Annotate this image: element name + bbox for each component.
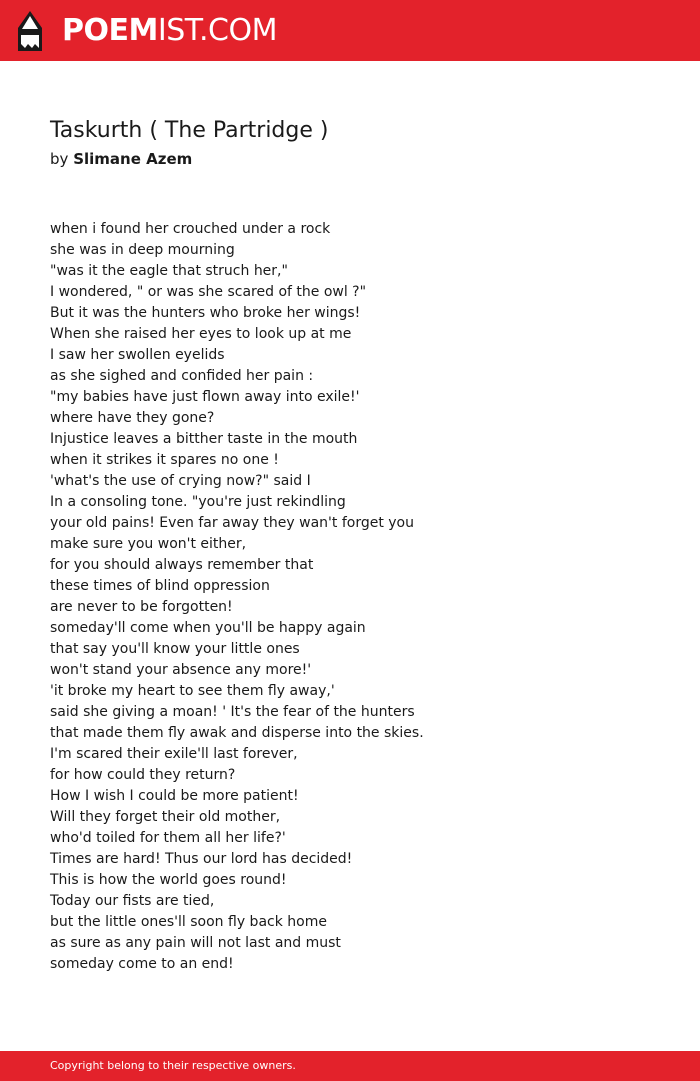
poem-line: won't stand your absence any more!' bbox=[50, 662, 312, 678]
poem-line: but the little ones'll soon fly back home bbox=[50, 914, 327, 930]
poem-line: your old pains! Even far away they wan't forget you bbox=[50, 515, 414, 531]
by-label: by bbox=[50, 150, 69, 168]
poem-line: that made them fly awak and disperse into the skies. bbox=[50, 725, 424, 741]
poem-line: make sure you won't either, bbox=[50, 536, 247, 552]
poem-line: when i found her crouched under a rock bbox=[50, 221, 331, 237]
poem-line: Today our fists are tied, bbox=[50, 893, 215, 909]
poem-line: I wondered, " or was she scared of the owl ?" bbox=[50, 284, 367, 300]
poem-line: who'd toiled for them all her life?' bbox=[50, 830, 286, 846]
poem-line: Will they forget their old mother, bbox=[50, 809, 281, 825]
site-logo[interactable] bbox=[62, 12, 277, 50]
logo-bold-text: POEM bbox=[62, 13, 158, 48]
poem-line: "was it the eagle that struch her," bbox=[50, 263, 288, 279]
poem-line: How I wish I could be more patient! bbox=[50, 788, 299, 804]
poem-line: someday'll come when you'll be happy again bbox=[50, 620, 366, 636]
site-header bbox=[0, 0, 700, 61]
poem-line: as sure as any pain will not last and must bbox=[50, 935, 341, 951]
poem-line: these times of blind oppression bbox=[50, 578, 270, 594]
poem-body bbox=[50, 219, 650, 975]
poem-line: "my babies have just flown away into exile!' bbox=[50, 389, 360, 405]
site-footer bbox=[0, 1051, 700, 1081]
poem-line: said she giving a moan! ' It's the fear of the hunters bbox=[50, 704, 415, 720]
poem-line: for you should always remember that bbox=[50, 557, 314, 573]
logo-light-text: IST.COM bbox=[157, 13, 277, 48]
poem-line: But it was the hunters who broke her wings! bbox=[50, 305, 361, 321]
poem-line: Injustice leaves a bitther taste in the mouth bbox=[50, 431, 358, 447]
poem-line: This is how the world goes round! bbox=[50, 872, 287, 888]
poem-line: for how could they return? bbox=[50, 767, 236, 783]
poem-line: When she raised her eyes to look up at me bbox=[50, 326, 352, 342]
poem-title: Taskurth ( The Partridge ) bbox=[50, 118, 329, 143]
poem-line: someday come to an end! bbox=[50, 956, 234, 972]
poem-line: I'm scared their exile'll last forever, bbox=[50, 746, 298, 762]
poem-line: I saw her swollen eyelids bbox=[50, 347, 225, 363]
poem-line: where have they gone? bbox=[50, 410, 215, 426]
poem-line: when it strikes it spares no one ! bbox=[50, 452, 279, 468]
poem-line: that say you'll know your little ones bbox=[50, 641, 300, 657]
byline bbox=[50, 148, 192, 170]
author-name[interactable]: Slimane Azem bbox=[73, 150, 193, 168]
poem-line: 'it broke my heart to see them fly away,' bbox=[50, 683, 335, 699]
poem-line: 'what's the use of crying now?" said I bbox=[50, 473, 311, 489]
poem-line: are never to be forgotten! bbox=[50, 599, 233, 615]
pen-nib-icon bbox=[17, 10, 43, 52]
poem-line: as she sighed and confided her pain : bbox=[50, 368, 314, 384]
poem-line: Times are hard! Thus our lord has decided! bbox=[50, 851, 353, 867]
poem-line: In a consoling tone. "you're just rekindling bbox=[50, 494, 346, 510]
poem-line: she was in deep mourning bbox=[50, 242, 235, 258]
copyright-text: Copyright belong to their respective owners. bbox=[50, 1059, 296, 1072]
